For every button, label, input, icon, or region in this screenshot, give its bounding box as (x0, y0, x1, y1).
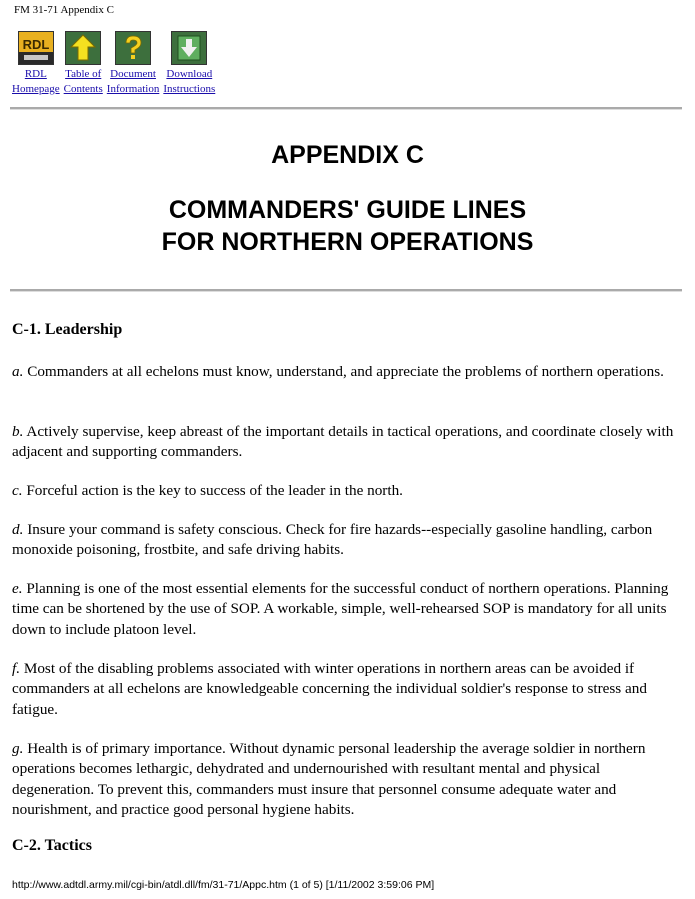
nav-document-information[interactable] (107, 31, 160, 97)
title-line-2: COMMANDERS' GUIDE LINES (168, 196, 527, 224)
rdl-logo-text: RDL (22, 37, 50, 52)
nav-rdl-homepage[interactable] (12, 31, 60, 97)
title-divider (10, 289, 682, 292)
nav-label-doc-info[interactable]: Document Information (106, 68, 160, 95)
nav-download-instructions[interactable] (163, 31, 215, 97)
paragraph-f (12, 659, 682, 720)
nav-label-download[interactable]: Download Instructions (163, 68, 216, 95)
title-line-3: FOR NORTHERN OPERATIONS (161, 228, 534, 256)
paragraph-g (12, 739, 682, 821)
paragraph-c (12, 481, 682, 501)
paragraph-text: Insure your command is safety conscious. Check for fire hazards--especially gasoline handling, carbon monoxide poisoning, frostbite, and safe driving habits. (12, 521, 653, 559)
up-arrow-icon[interactable] (65, 31, 101, 65)
paragraph-text: Commanders at all echelons must know, understand, and appreciate the problems of northern operations. (23, 363, 664, 380)
running-header: FM 31-71 Appendix C (14, 4, 114, 16)
paragraph-letter: e. (12, 580, 23, 597)
paragraph-text: Actively supervise, keep abreast of the important details in tactical operations, and coordinate closely with adjacent and supporting commanders. (12, 423, 674, 461)
paragraph-text: Health is of primary importance. Without dynamic personal leadership the average soldier in northern operations becomes lethargic, dehydrated and undernourished with resultant mental and physical degeneration. To prevent this, commanders must insure that personnel consume adequate water and nourishment, and practice good personal hygiene habits. (12, 740, 646, 819)
nav-bar (12, 31, 219, 97)
appendix-title: APPENDIX C (271, 141, 424, 169)
question-mark-icon[interactable] (115, 31, 151, 65)
page-footer-url: http://www.adtdl.army.mil/cgi-bin/atdl.dll/fm/31-71/Appc.htm (1 of 5) [1/11/2002 3:59:06 PM] (12, 879, 435, 891)
paragraph-a (12, 362, 682, 382)
download-arrow-icon[interactable] (171, 31, 207, 65)
paragraph-letter: b. (12, 423, 24, 440)
paragraph-b (12, 422, 682, 463)
nav-label-toc[interactable]: Table of Contents (63, 68, 103, 95)
paragraph-d (12, 520, 682, 561)
paragraph-letter: a. (12, 363, 24, 380)
paragraph-text: Forceful action is the key to success of the leader in the north. (22, 482, 403, 499)
rdl-logo-icon[interactable] (18, 31, 54, 65)
paragraph-text: Planning is one of the most essential elements for the successful conduct of northern operations. Planning time can be shortened by the use of SOP. A workable, simple, well-rehearsed SOP is mandatory for all units down to include platoon level. (12, 580, 669, 638)
nav-label-rdl[interactable]: RDL Homepage (12, 68, 60, 95)
top-divider (10, 107, 682, 110)
nav-table-of-contents[interactable] (64, 31, 103, 97)
section-heading-tactics: C-2. Tactics (12, 837, 92, 854)
section-heading-leadership: C-1. Leadership (12, 321, 123, 338)
paragraph-letter: c. (12, 482, 23, 499)
paragraph-text: Most of the disabling problems associated with winter operations in northern areas can be avoided if commanders at all echelons are knowledgeable concerning the individual soldier's response to stress and fatigue. (12, 660, 647, 718)
paragraph-letter: g. (12, 740, 24, 757)
paragraph-letter: f. (12, 660, 21, 677)
paragraph-letter: d. (12, 521, 24, 538)
paragraph-e (12, 579, 682, 640)
